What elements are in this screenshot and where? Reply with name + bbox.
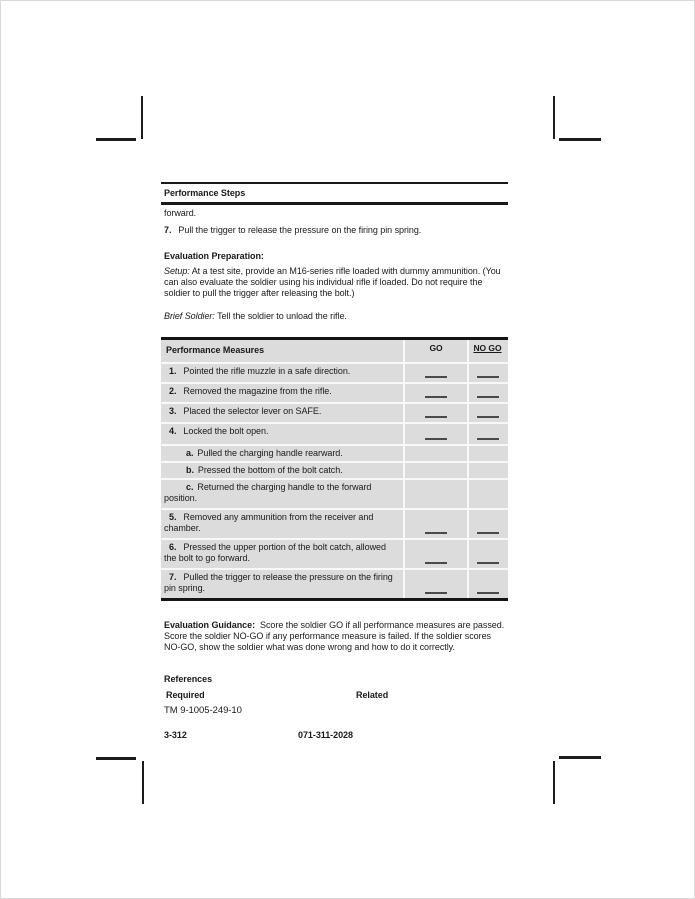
table-row [161,422,508,444]
measure-text: Removed the magazine from the rifle. [183,386,332,396]
submeasure-text: Pulled the charging handle rearward. [197,448,343,458]
crop-mark-top-left-horizontal [96,138,136,141]
submeasure-letter: c. [186,482,194,492]
measure-text: Pointed the rifle muzzle in a safe direction. [183,366,351,376]
table-row [161,568,508,598]
crop-mark-bottom-right-vertical [553,761,555,804]
submeasure-letter: b. [186,465,194,475]
related-label: Related [356,690,389,700]
measure-text: Pulled the trigger to release the pressure on the firing pin spring. [164,572,393,593]
page-number: 3-312 [164,730,187,740]
crop-mark-top-right-vertical [553,96,555,139]
brief-soldier-lead: Brief Soldier: [164,311,215,321]
table-header-row [161,340,508,362]
submeasure-letter: a. [186,448,194,458]
evaluation-preparation-heading: Evaluation Preparation: [164,251,264,261]
measure-text: Placed the selector lever on SAFE. [183,406,322,416]
page-footer [161,730,508,741]
measure-number: 3. [169,406,177,416]
table-row [161,538,508,568]
setup-lead: Setup: [164,266,190,276]
table-subrow [161,478,508,508]
table-row [161,402,508,422]
required-label: Required [166,690,205,700]
performance-steps-header: Performance Steps [161,182,508,205]
no-go-blank-line [477,532,499,534]
crop-mark-bottom-left-vertical [142,761,144,804]
measure-text: Removed any ammunition from the receiver and chamber. [164,512,374,533]
go-blank-line [425,376,447,378]
table-row [161,508,508,538]
evaluation-guidance-text: Score the soldier GO if all performance measures are passed. Score the soldier NO-GO if any performance measure is failed. If the soldier scores NO-GO, show the soldier what was done wrong and how to do it correctly. [164,620,505,652]
no-go-blank-line [477,416,499,418]
no-go-blank-line [477,562,499,564]
submeasure-text: Returned the charging handle to the forward position. [164,482,372,503]
required-reference-item: TM 9-1005-249-10 [164,705,242,716]
no-go-column-header: NO GO [473,343,502,353]
task-number: 071-311-2028 [298,730,353,740]
brief-soldier-text: Tell the soldier to unload the rifle. [217,311,347,321]
no-go-blank-line [477,396,499,398]
measure-number: 2. [169,386,177,396]
measure-text: Locked the bolt open. [183,426,269,436]
measure-number: 6. [169,542,177,552]
no-go-blank-line [477,592,499,594]
measures-column-header: Performance Measures [166,345,265,355]
go-blank-line [425,532,447,534]
table-row [161,382,508,402]
step-number: 7. [164,225,172,235]
page-content [161,182,508,741]
go-blank-line [425,438,447,440]
performance-measures-table [161,337,508,601]
evaluation-guidance-paragraph [161,620,508,653]
table-row [161,362,508,382]
no-go-blank-line [477,438,499,440]
setup-text: At a test site, provide an M16-series rifle loaded with dummy ammunition. (You can also evaluate the soldier using his individual rifle if loaded. Do not require the soldier to pull the trigger after releasing the bolt.) [164,266,501,298]
references-labels-row [161,690,508,701]
table-subrow [161,461,508,478]
no-go-blank-line [477,376,499,378]
crop-mark-top-right-horizontal [559,138,601,141]
setup-paragraph [161,266,508,299]
measure-number: 1. [169,366,177,376]
crop-mark-bottom-left-horizontal [96,757,136,760]
measure-number: 4. [169,426,177,436]
evaluation-guidance-lead: Evaluation Guidance: [164,620,256,630]
performance-step-7 [161,225,508,236]
measure-number: 5. [169,512,177,522]
go-blank-line [425,396,447,398]
go-blank-line [425,562,447,564]
references-heading: References [164,674,213,684]
measure-number: 7. [169,572,177,582]
step-text: Pull the trigger to release the pressure on the firing pin spring. [178,225,422,235]
continuation-text: forward. [164,208,197,218]
submeasure-text: Pressed the bottom of the bolt catch. [197,465,343,475]
crop-mark-bottom-right-horizontal [559,756,601,759]
go-blank-line [425,416,447,418]
go-blank-line [425,592,447,594]
table-subrow [161,444,508,461]
brief-soldier-paragraph [161,311,508,322]
measure-text: Pressed the upper portion of the bolt catch, allowed the bolt to go forward. [164,542,386,563]
crop-mark-top-left-vertical [141,96,143,139]
go-column-header: GO [429,343,443,353]
